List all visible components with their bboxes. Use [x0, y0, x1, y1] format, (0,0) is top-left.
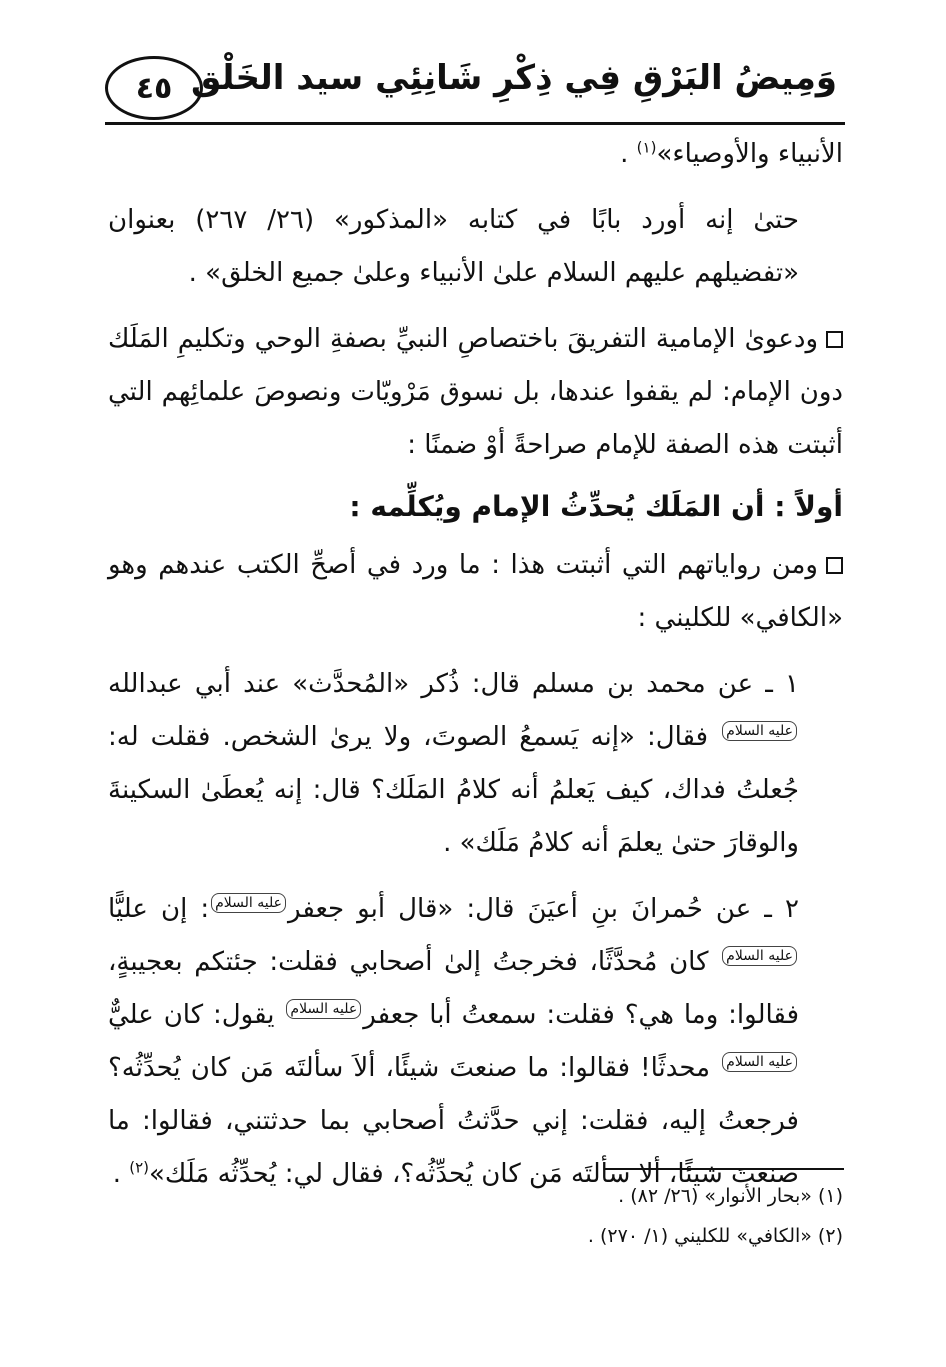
narration-end: . — [112, 1159, 130, 1189]
running-title: وَمِيضُ البَرْقِ فِي ذِكْرِ شَانِئِي سيد الخَلْق — [191, 58, 837, 98]
footnote-divider — [604, 1168, 844, 1170]
paragraph-text: ومن رواياتهم التي أثبتت هذا : ما ورد في أصحِّ الكتب عندهم وهو «الكافي» للكليني : — [108, 550, 843, 633]
main-text — [108, 128, 843, 1201]
footnote-2: (٢) «الكافي» للكليني (١/ ٢٧٠) . — [587, 1225, 843, 1247]
narration-2 — [108, 883, 843, 1201]
footnotes — [108, 1176, 843, 1256]
section-heading: أولاً : أن المَلَك يُحدِّثُ الإمام ويُكلِّمه : — [349, 490, 843, 523]
narration-text: : إن عليًّا — [108, 894, 210, 924]
checkbox-bullet-icon — [826, 557, 843, 574]
honorific-glyph-icon: عليه السلام — [722, 721, 797, 741]
honorific-glyph-icon: عليه السلام — [286, 999, 361, 1019]
paragraph-continuation — [108, 128, 843, 181]
narration-text: ١ ـ عن محمد بن مسلم قال: ذُكر «المُحدَّث» عند أبي عبدالله — [108, 669, 799, 699]
footnote-ref-1: (١) — [636, 138, 657, 157]
paragraph-chapter-mention: حتىٰ إنه أورد بابًا في كتابه «المذكور» (٢٦/ ٢٦٧) بعنوان «تفضيلهم عليهم السلام علىٰ الأنبياء وعلىٰ جميع الخلق» . — [108, 205, 799, 288]
honorific-glyph-icon: عليه السلام — [722, 946, 797, 966]
honorific-glyph-icon: عليه السلام — [722, 1052, 797, 1072]
checkbox-bullet-icon — [826, 331, 843, 348]
paragraph-claim — [108, 313, 843, 472]
narration-text: يقول: كان عليٌّ — [108, 1000, 275, 1030]
narration-text: كان مُحدَّثًا، فخرجتُ إلىٰ أصحابي فقلت: جئتكم بعجيبةٍ، فقالوا: وما هي؟ فقلت: سمعتُ أبا جعفر — [108, 947, 800, 1030]
paragraph-narrations-intro — [108, 539, 843, 645]
narration-1 — [108, 658, 843, 870]
narration-text: ٢ ـ عن حُمرانَ بنِ أعيَنَ قال: «قال أبو جعفر — [287, 894, 799, 924]
page-number: ٤٥ — [105, 56, 203, 120]
footnote-1: (١) «بحار الأنوار» (٢٦/ ٨٢) . — [618, 1185, 843, 1207]
header-divider — [105, 122, 845, 125]
paragraph-end: . — [620, 139, 637, 169]
narration-text: محدثًا! فقالوا: ما صنعتَ شيئًا، ألاَ سألتَه مَن كان يُحدِّثُه؟ فرجعتُ إليه، فقلت: إني حدَّثتُ أصحابي بما حدثتني، فقالوا: ما صنعتَ شيئًا، ألا سألتَه مَن كان يُحدِّثُه؟، فقال لي: يُحدِّثُه مَلَك» — [108, 1053, 799, 1189]
paragraph-text: ودعوىٰ الإمامية التفريقَ باختصاصِ النبيِّ بصفةِ الوحي وتكليمِ المَلَك دون الإمام: لم يقفوا عندها، بل نسوق مَرْويّات ونصوصَ علمائِهم التي أثبتت هذه الصفة للإمام صراحةً أوْ ضمنًا : — [108, 324, 843, 460]
paragraph-text: الأنبياء والأوصياء» — [656, 139, 843, 169]
page-header — [105, 50, 845, 122]
footnote-ref-2: (٢) — [129, 1158, 149, 1177]
narration-text: فقال: «إنه يَسمعُ الصوتَ، ولا يرىٰ الشخص. فقلت له: جُعلتُ فداك، كيف يَعلمُ أنه كلامُ المَلَك؟ قال: إنه يُعطَىٰ السكينةَ والوقارَ حتىٰ يعلمَ أنه كلامُ مَلَك» . — [108, 722, 799, 858]
honorific-glyph-icon: عليه السلام — [211, 893, 286, 913]
